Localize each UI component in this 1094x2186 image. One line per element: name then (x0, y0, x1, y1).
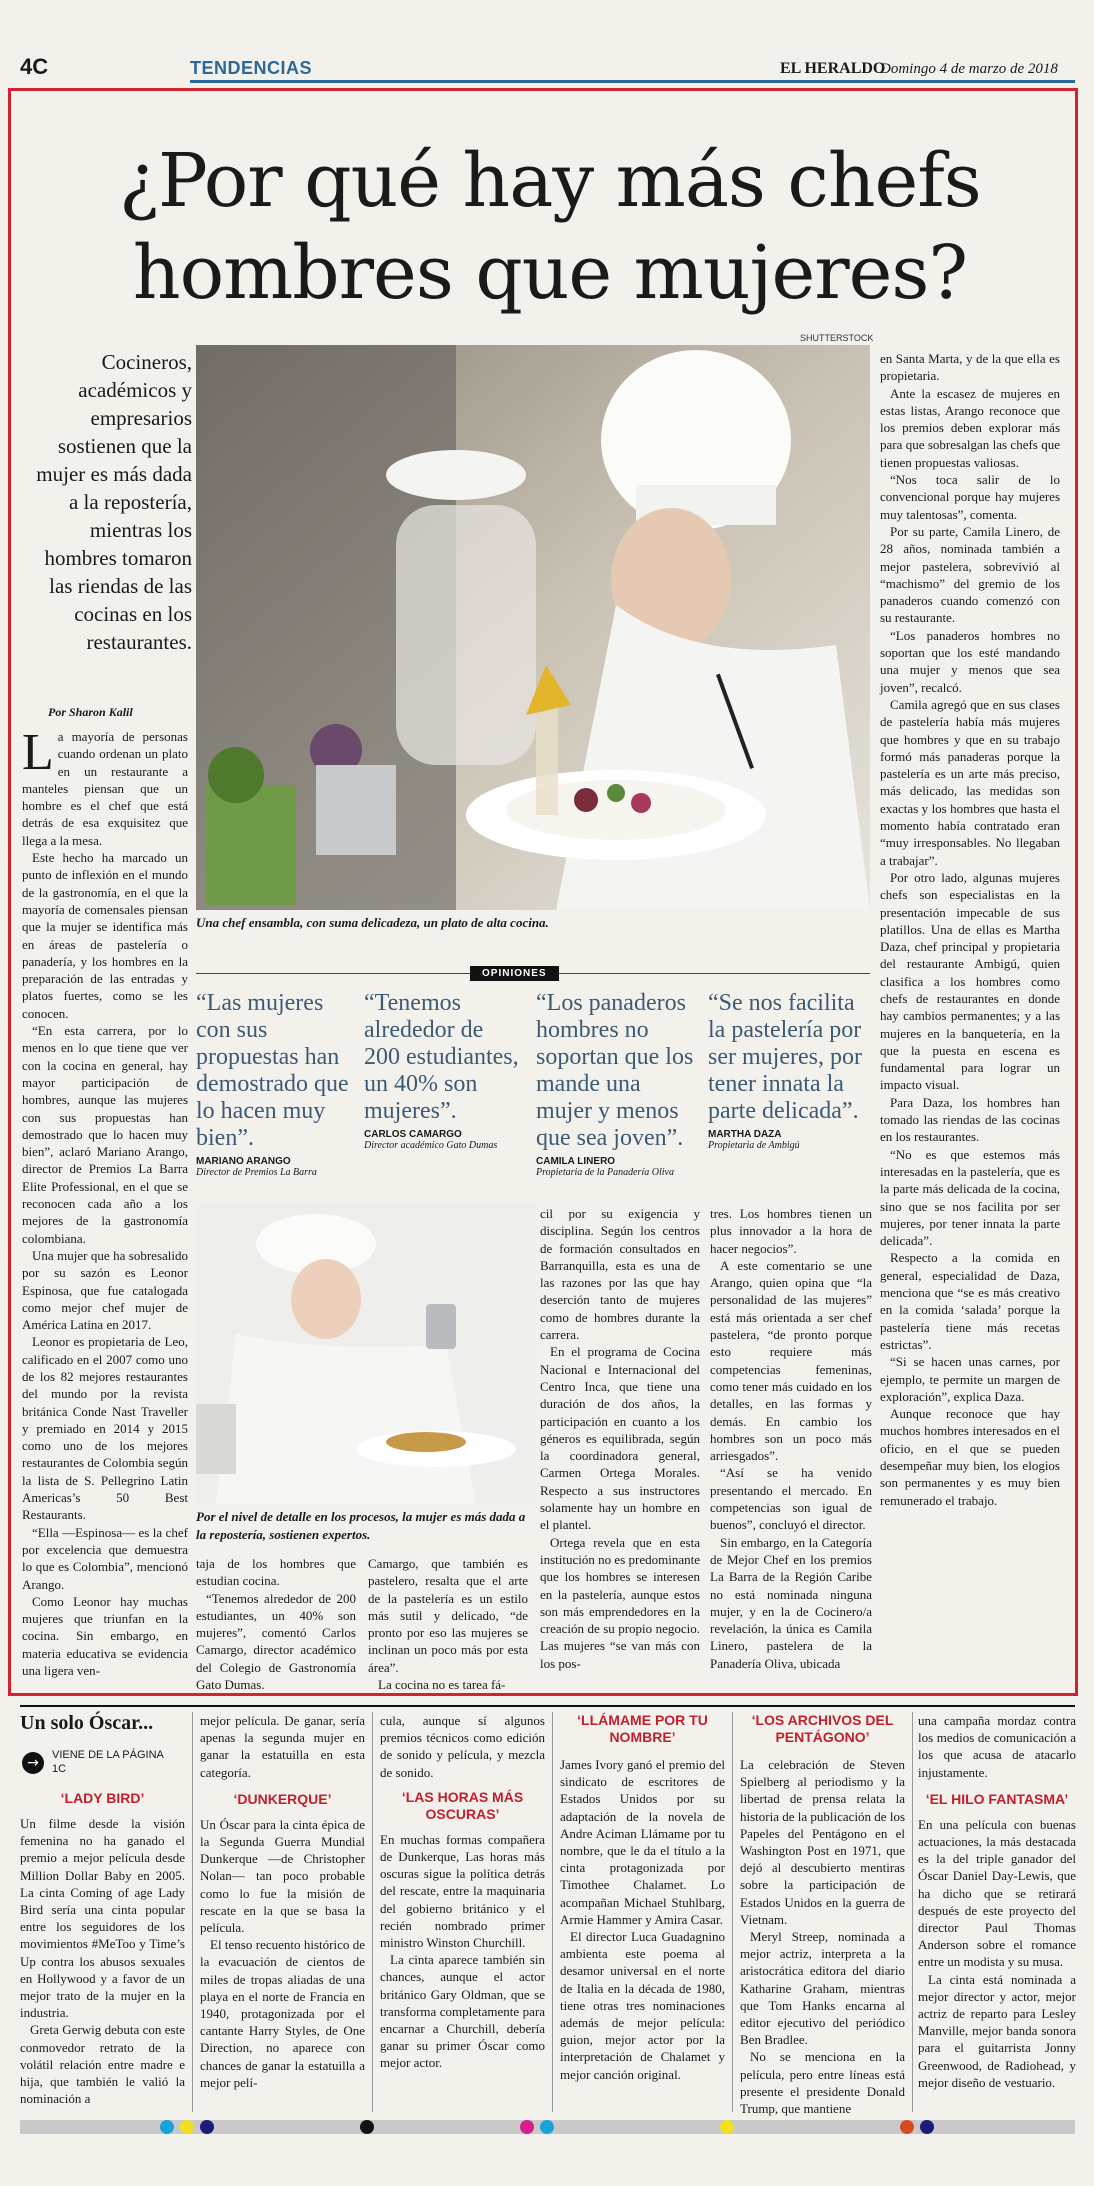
quote-author-role: Propietaria de la Panadería Oliva (536, 1167, 674, 1178)
oscar-text (20, 1815, 185, 2107)
subhead-hilo-fantasma: ‘EL HILO FANTASMA’ (925, 1790, 1069, 1807)
column-divider (732, 1712, 733, 2112)
newspaper-name: EL HERALDO (780, 60, 886, 77)
oscar-column-2 (200, 1712, 365, 2091)
article-paragraph: en Santa Marta, y de la que ella es propietaria. (880, 351, 1060, 384)
secondary-photo (196, 1204, 536, 1504)
oscar-paragraph: En muchas formas compañera de Dunkerque, Las horas más oscuras sigue la política detrás del rescate, entre la maquinaria del gobierno británico y el recién nombrado primer ministro Winston Churchill. (380, 1831, 545, 1951)
registration-dot (160, 2120, 174, 2134)
quote-text: “Los panaderos hombres no soportan que los mande una mujer y menos que sea joven”. (536, 990, 694, 1151)
section-rule (190, 80, 1075, 83)
article-dek: Cocineros, académicos y empresarios sostienen que la mujer es más dada a la repostería, mientras los hombres tomaron las riendas de las cocinas en los restaurantes. (36, 350, 192, 654)
chef-plating-illustration (196, 345, 870, 910)
article-paragraph: Para Daza, los hombres han tomado las riendas de las cocinas en los restaurantes. (880, 1094, 1060, 1145)
article-paragraph: taja de los hombres que estudian cocina. (196, 1556, 356, 1589)
article-column-6 (880, 350, 1060, 1509)
article-column-5 (710, 1205, 872, 1672)
registration-dot (200, 2120, 214, 2134)
arrow-right-icon: → (22, 1752, 44, 1774)
main-photo (196, 345, 870, 910)
oscar-story-title: Un solo Óscar... (20, 1712, 154, 1734)
article-paragraph: A este comentario se une Arango, quien opina que “la personalidad de las mujeres” está más orientada a ser chef pastelera, “de pronto porque esto requiere más competencias femeninas, como tener más cuidado en los detalles, en las formas y demás. En cambio los hombres son un poco más arriesgados”. (710, 1257, 872, 1464)
oscar-paragraph: La celebración de Steven Spielberg al periodismo y la libertad de prensa relata la historia de la publicación de los Papeles del Pentágono en el Washington Post en 1971, que dejó al descubierto mentiras sobre la participación de Estados Unidos en la guerra de Vietnam. (740, 1757, 905, 1927)
article-paragraph: Sin embargo, en la Categoría de Mejor Chef en los premios La Barra de la Región Caribe no está nominada ninguna mujer, y en la de Cocinero/a revelación, la única es Camila Linero, pastelera de la Panadería Oliva, ubicada (710, 1534, 872, 1671)
oscar-text (380, 1831, 545, 2072)
oscar-paragraph: Un filme desde la visión femenina no ha ganado el premio a mejor película desde Million Dollar Baby en 2005. La cinta Coming of age Lady Bird sería una cinta popular entre los seguidores de los movimientos #MeToo y Time’s Up contra los abusos sexuales en Hollywood y a favor de un mejor trato de la mujer en la industria. (20, 1816, 185, 2021)
oscar-text (918, 1816, 1076, 2091)
registration-dot (720, 2120, 734, 2134)
dropcap: L (22, 724, 54, 781)
headline (40, 135, 1060, 319)
article-paragraph: “Así se ha venido presentando el mercado. En competencias son igual de buenos”, concluyó el director. (710, 1465, 872, 1533)
article-paragraph: “Si se hacen unas carnes, por ejemplo, te permite un margen de exploración”, explica Daza. (880, 1354, 1060, 1404)
article-column-3 (368, 1555, 528, 1693)
article-paragraph: Por su parte, Camila Linero, de 28 años, nominada también a mejor pastelera, sobrevivió al “machismo” del gremio de los panaderos cuando comenzó con su restaurante. (880, 523, 1060, 626)
oscar-paragraph: La cinta está nominada a mejor director y actor, mejor actriz de reparto para Lesley Manville, mejor banda sonora para el guitarrista Jonny Greenwood, de Radiohead, y mejor diseño de vestuario. (918, 1971, 1076, 2090)
quote-author: CARLOS CAMARGO (364, 1129, 462, 1140)
article-paragraph: Camila agregó que en sus clases de pastelería había más mujeres que hombres y que en su trabajo formó más panaderas porque la pastelería es un arte más preciso, más delicado, las medidas son exactas y los hombres que hasta el momento había contratado eran “muy irresponsables. No llegaban a trabajar”. (880, 696, 1060, 868)
registration-dot (540, 2120, 554, 2134)
subhead-dunkerque: ‘DUNKERQUE’ (233, 1790, 332, 1807)
article-paragraph-text: a mayoría de personas cuando ordenan un plato en un restaurante a manteles piensan que un hombre es el chef que está detrás de esa exquisitez que llega a la mesa. (22, 729, 188, 848)
article-column-4 (540, 1205, 700, 1672)
quote-author-role: Director de Premios La Barra (196, 1167, 317, 1178)
registration-dot (520, 2120, 534, 2134)
quote-author: CAMILA LINERO (536, 1156, 616, 1167)
article-paragraph: “Ella —Espinosa— es la chef por excelencia que demuestra lo que es Colombia”, mencionó Arango. (22, 1524, 188, 1592)
oscar-paragraph: No se menciona en la película, pero entre líneas está presente el presidente Donald Trump, que mantiene (740, 2049, 905, 2117)
article-column-1 (22, 724, 188, 1679)
oscar-text (740, 1756, 905, 2117)
oscar-column-4 (560, 1712, 725, 2083)
oscar-paragraph: Meryl Streep, nominada a mejor actriz, interpreta a la aristocrática editora del diario Katharine Graham, mientras que Tom Hanks encarna al editor ejecutivo del periódico Ben Bradlee. (740, 1929, 905, 2048)
quote-text: “Las mujeres con sus propuestas han demostrado que lo hacen muy bien”. (196, 990, 349, 1151)
page-number: 4C (20, 54, 49, 79)
oscar-text (200, 1712, 365, 1781)
article-paragraph: Este hecho ha marcado un punto de inflexión en el mundo de la gastronomía, en el que la mayoría de comensales piensan que la mujer se identifica más en áreas de pastelería o panadería, y los hombres en la preparación de las entradas y platos fuertes, como se les conocen. (22, 850, 188, 1021)
oscar-paragraph: cula, aunque sí algunos premios técnicos como edición de sonido y película, y mezcla de sonido. (380, 1713, 545, 1780)
oscar-text (380, 1712, 545, 1781)
oscar-paragraph: El director Luca Guadagnino ambienta este poema al desamor universal en el norte de Italia en la década de 1980, tiene otras tres nominaciones además de mejor película: guion, mejor actor por la interpretación de Chalamet y mejor canción original. (560, 1929, 725, 2082)
oscar-paragraph: Un Óscar para la cinta épica de la Segunda Guerra Mundial Dunkerque —de Christopher Nolan— tan poco probable como lo fue la misión de rescate en la que se basa la película. (200, 1816, 365, 1936)
article-paragraph: La cocina no es tarea fá- (378, 1677, 506, 1693)
byline: Por Sharon Kalil (48, 705, 133, 719)
oscar-column-5 (740, 1712, 905, 2117)
oscar-text (918, 1712, 1076, 1781)
oscar-text (200, 1816, 365, 2091)
article-paragraph (22, 724, 188, 849)
article-paragraph: “No es que estemos más interesadas en la pastelería, que es la parte más delicada de la cocina, sino que se nos facilita por ser mujeres, por tener innata la parte delicada”. (880, 1146, 1060, 1249)
article-paragraph: Como Leonor hay muchas mujeres que triunfan en la cocina. Sin embargo, en materia educativa se evidencia una ligera ven- (22, 1593, 188, 1679)
photo-caption-1: Una chef ensambla, con suma delicadeza, un plato de alta cocina. (196, 915, 549, 930)
column-divider (912, 1712, 913, 2112)
article-paragraph: En el programa de Cocina Nacional e Internacional del Centro Inca, que tiene una duración de dos años, la participación en cuanto a los géneros es equilibrada, según la coordinadora general, Carmen Ortega Morales. Respecto a sus instructores solamente hay un hombre en el plantel. (540, 1344, 700, 1533)
oscar-paragraph: una campaña mordaz contra los medios de comunicación a los que acusa de atacarlo injustamente. (918, 1713, 1076, 1780)
subhead-llamame: ‘LLÁMAME POR TU NOMBRE’ (577, 1712, 708, 1745)
article-paragraph: “Los panaderos hombres no soportan que los esté mandando una mujer y menos que sea joven”, recalcó. (880, 627, 1060, 695)
oscar-column-1 (20, 1790, 185, 2107)
oscar-paragraph: James Ivory ganó el premio del sindicato de escritores de Estados Unidos por su adaptación de la novela de Andre Aciman Llámame por tu nombre, que le da el título a la cinta protagonizada por Timothee Chalamet. Lo acompañan Michael Stuhlbarg, Armie Hammer y Amira Casar. (560, 1757, 725, 1927)
quote-author-role: Director académico Gato Dumas (364, 1140, 498, 1151)
article-paragraph: “En esta carrera, por lo menos en lo que tiene que ver con la cocina en general, hay mayor participación de hombres, aunque las mujeres con sus propuestas han demostrado que lo hacen muy bien”, aclaró Mariano Arango, director de Premios La Barra Elite Professional, en el que se reconocen cada año a los mejores de la gastronomía colombiana. (22, 1023, 188, 1246)
issue-date: Domingo 4 de marzo de 2018 (880, 61, 1058, 77)
headline-line-1: ¿Por qué hay más chefs (119, 138, 981, 224)
pastry-chef-illustration (196, 1204, 536, 1504)
lower-story-rule (20, 1705, 1075, 1707)
oscar-text (560, 1756, 725, 2083)
article-paragraph: Respecto a la comida en general, especialidad de Daza, menciona que “se es más creativo en la comida ‘salada’ porque la pastelería tiene más recetas estrictas”. (880, 1250, 1060, 1352)
opinion-quote-2 (364, 990, 524, 1151)
article-paragraph: Camargo, que también es pastelero, resalta que el arte de la pastelería es un estilo más sutil y delicado, “de pronto por eso las mujeres se inclinan un poco más por esta área”. (368, 1556, 528, 1675)
subhead-lady-bird: ‘LADY BIRD’ (60, 1790, 145, 1806)
section-label: TENDENCIAS (190, 58, 313, 78)
photo-caption-2: Por el nivel de detalle en los procesos, la mujer es más dada a la repostería, sostienen expertos. (196, 1509, 526, 1542)
registration-dot (360, 2120, 374, 2134)
opinion-quote-4 (708, 990, 868, 1151)
quote-author: MARIANO ARANGO (196, 1156, 291, 1167)
photo-credit: SHUTTERSTOCK (800, 333, 874, 343)
article-paragraph: Aunque reconoce que hay muchos hombres interesados en el oficio, en el que se pueden desempeñar muy bien, los elogios son permanentes y es muy bien remunerado el trabajo. (880, 1406, 1060, 1508)
article-paragraph: Una mujer que ha sobresalido por su sazón es Leonor Espinosa, que fue catalogada como mejor chef mujer de América Latina en 2017. (22, 1247, 188, 1333)
oscar-paragraph: El tenso recuento histórico de la evacuación de cientos de miles de tropas aliadas de una playa en el norte de Francia en 1940, protagonizada por el cantante Harry Styles, de One Direction, no aparece con chances de ganar la estatuilla a mejor pelí- (200, 1937, 365, 2090)
column-divider (372, 1712, 373, 2112)
viene-de-label: VIENE DE LA PÁGINA 1C (52, 1749, 164, 1775)
article-paragraph: cil por su exigencia y disciplina. Según los centros de formación consultados en Barranquilla, esta es una de las razones por las que hay deserción tanto de mujeres como de hombres durante la carrera. (540, 1206, 700, 1343)
quote-author: MARTHA DAZA (708, 1129, 782, 1140)
column-divider (552, 1712, 553, 2112)
oscar-paragraph: En una película con buenas actuaciones, la más destacada es la del triple ganador del Óscar Daniel Day-Lewis, que ha dicho que se retirará después de este proyecto del director Paul Thomas Anderson sobre el romance entre un modista y su musa. (918, 1816, 1076, 1970)
opinion-quote-3 (536, 990, 696, 1178)
article-paragraph: Ortega revela que en esta institución no es predominante que los hombres se interesen en la pastelería, aunque estos son más emprendedores en la creación de su propio negocio. Las mujeres “se van más con los pos- (540, 1534, 700, 1671)
article-column-2 (196, 1555, 356, 1693)
quote-text: “Se nos facilita la pastelería por ser mujeres, por tener innata la parte delicada”. (708, 990, 862, 1124)
article-paragraph: “Nos toca salir de lo convencional porque hay mujeres muy talentosas”, comenta. (880, 472, 1060, 522)
article-paragraph: Ante la escasez de mujeres en estas listas, Arango reconoce que los premios deben explorar más para que sobresalgan las chefs que tienen propuestas valiosas. (880, 385, 1060, 470)
article-paragraph: Leonor es propietaria de Leo, calificado en el 2007 como uno de los 82 mejores restaurantes del mundo por la revista británica Conde Nast Traveller y premiado en 2014 y 2015 como uno de los mejores restaurantes de Colombia según la lista de S. Pellegrino Latin Americas’s 50 Best Restaurants. (22, 1334, 188, 1523)
registration-dot (920, 2120, 934, 2134)
oscar-column-3 (380, 1712, 545, 2072)
oscar-paragraph: La cinta aparece también sin chances, aunque el actor británico Gary Oldman, que se transforma completamente para encarnar a Churchill, debería ganar su primer Óscar como mejor actor. (380, 1952, 545, 2071)
quote-text: “Tenemos alrededor de 200 estudiantes, un 40% son mujeres”. (364, 990, 519, 1124)
registration-dot (180, 2120, 194, 2134)
article-paragraph: tres. Los hombres tienen un plus innovador a la hora de hacer negocios”. (710, 1206, 872, 1256)
article-paragraph: Por otro lado, algunas mujeres chefs son especialistas en la presentación impecable de sus platillos. Una de ellas es Martha Daza, chef principal y propietaria del restaurante Ambigú, quien clasifica a los hombres como chefs de restaurantes en donde hay cambios permanentes; y a las mujeres en la banquetería, en la que la puesta en escena es fundamental para lograr un impacto visual. (880, 869, 1060, 1093)
subhead-las-horas: ‘LAS HORAS MÁS OSCURAS’ (401, 1788, 524, 1822)
column-divider (192, 1712, 193, 2112)
oscar-paragraph: Greta Gerwig debuta con este conmovedor retrato de la volátil relación entre madre e hija, que también le valió la nominación a (20, 2022, 185, 2107)
headline-line-2: hombres que mujeres? (132, 230, 968, 316)
opinions-label: OPINIONES (470, 966, 559, 981)
article-paragraph: “Tenemos alrededor de 200 estudiantes, un 40% son mujeres”, comentó Carlos Camargo, director académico del Colegio de Gastronomía Gato Dumas. (196, 1590, 356, 1693)
oscar-paragraph: mejor película. De ganar, sería apenas la segunda mujer en ganar la estatuilla en esta categoría. (200, 1713, 365, 1780)
oscar-column-6 (918, 1712, 1076, 2091)
subhead-pentagono: ‘LOS ARCHIVOS DEL PENTÁGONO’ (751, 1712, 894, 1745)
registration-dot (900, 2120, 914, 2134)
opinion-quote-1 (196, 990, 356, 1178)
quote-author-role: Propietaria de Ambigú (708, 1140, 800, 1151)
